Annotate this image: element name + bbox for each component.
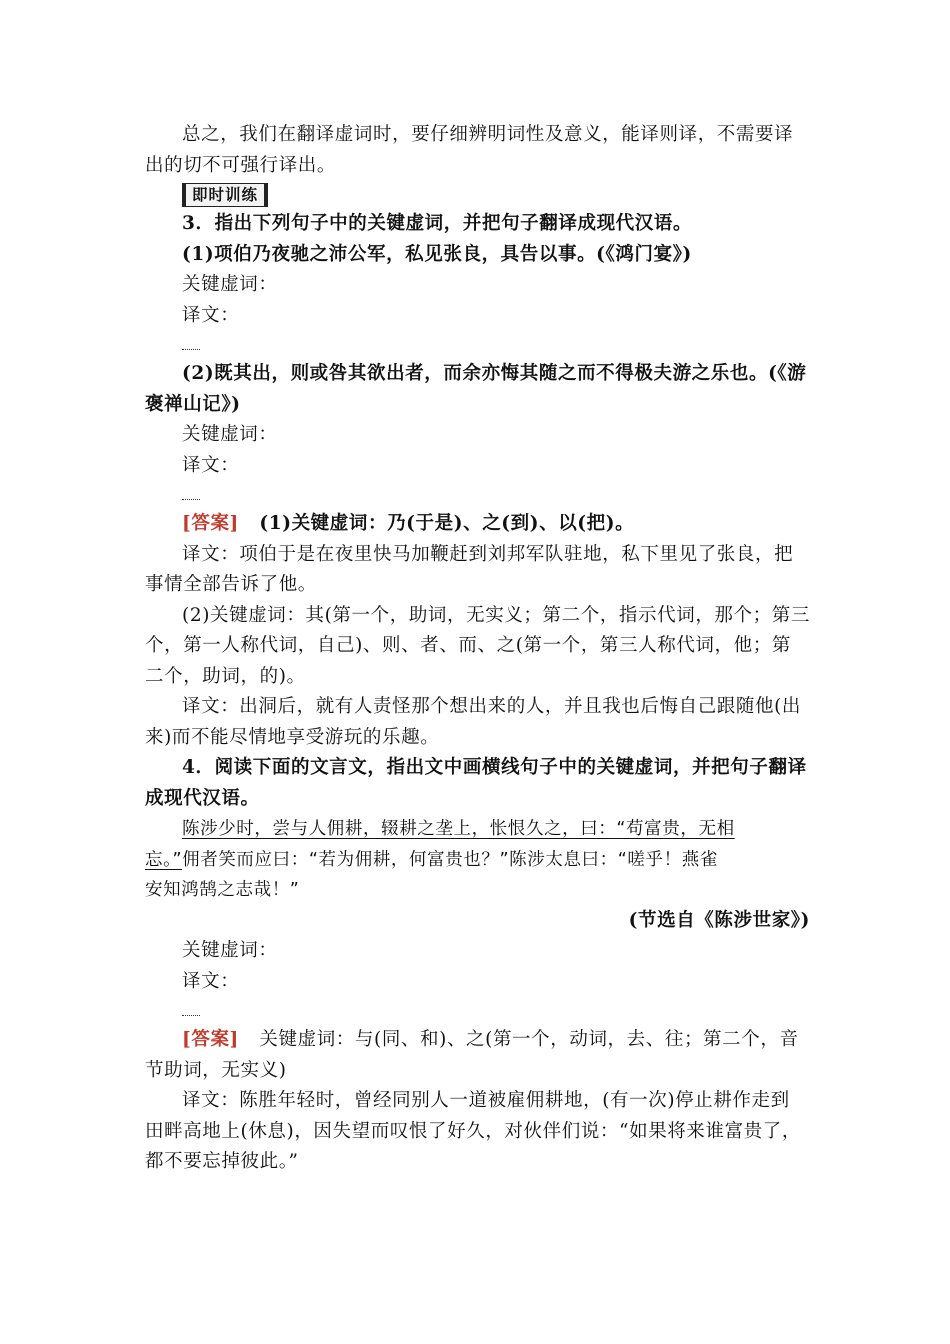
answer-3-translation-1-line-2: 事情全部告诉了他。 [145,574,317,595]
question-3-sentence-2-line-2: 褒禅山记》) [145,393,241,415]
answer-3-translation-2-line-2: 来)而不能尽情地享受游玩的乐趣。 [145,726,440,748]
answer-4-line-1 [145,1025,810,1056]
keyword-label-1: 关键虚词： [182,274,278,295]
question-3-sentence-1: (1)项伯乃夜驰之沛公军，私见张良，具告以事。(《鸿门宴》) [182,243,692,265]
underlined-sentence-part-2: 忘。” [145,849,183,870]
answer-4-keywords-line-1: 关键虚词：与(同、和)、之(第一个，动词，去、往；第二个，音 [259,1029,799,1050]
translation-label-3: 译文： [182,970,240,992]
answer-blank-line [145,331,810,359]
answer-tag: [答案] [182,513,239,534]
question-4-prompt-line-1: 4．阅读下面的文言文，指出文中画横线句子中的关键虚词，并把句子翻译 [182,757,807,778]
passage-source: (节选自《陈涉世家》) [628,909,810,931]
passage-line-2-rest: 佣者笑而应曰：“若为佣耕，何富贵也？”陈涉太息曰：“嗟乎！燕雀 [182,849,718,870]
answer-4-translation-line-2: 田畔高地上(休息)，因失望而叹恨了好久，对伙伴们说：“如果将来谁富贵了， [145,1120,801,1142]
keyword-label-3: 关键虚词： [182,940,278,961]
summary-line-2: 出的切不可强行译出。 [145,154,337,176]
question-3-prompt: 3．指出下列句子中的关键虚词，并把句子翻译成现代汉语。 [182,213,693,234]
answer-3-keywords-1: (1)关键虚词：乃(于是)、之(到)、以(把)。 [259,513,635,534]
answer-tag: [答案] [182,1029,239,1050]
question-3-sentence-2-line-1: (2)既其出，则或咎其欲出者，而余亦悔其随之而不得极夫游之乐也。(《游 [182,363,807,384]
practice-badge: 即时训练 [182,183,268,207]
answer-4-translation-line-1: 译文：陈胜年轻时，曾经同别人一道被雇佣耕地，(有一次)停止耕作走到 [182,1090,790,1111]
answer-3-keywords-2-line-2: 个，第一人称代词，自己)、则、者、而、之(第一个，第三人称代词，他；第 [145,635,791,656]
document-page [145,120,810,1178]
passage-line-1 [145,814,810,845]
summary-line-1: 总之，我们在翻译虚词时，要仔细辨明词性及意义，能译则译，不需要译 [182,124,794,145]
keyword-label-2: 关键虚词： [182,424,278,445]
answer-4-translation-line-3: 都不要忘掉彼此。” [145,1151,299,1172]
underlined-sentence-part-1: 陈涉少时，尝与人佣耕，辍耕之垄上，怅恨久之，曰：“苟富贵，无相 [182,819,735,839]
question-4-prompt-line-2: 成现代汉语。 [145,787,260,809]
answer-3-translation-2-line-1: 译文：出洞后，就有人责怪那个想出来的人，并且我也后悔自己跟随他(出 [182,696,802,717]
answer-blank-line [145,481,810,509]
passage-line-3: 安知鸿鹄之志哉！” [145,880,300,900]
translation-label-1: 译文： [182,304,240,326]
answer-4-keywords-line-2: 节助词，无实义) [145,1059,287,1081]
answer-3-keywords-2-line-1: (2)关键虚词：其(第一个，助词，无实义；第二个，指示代词，那个；第三 [182,604,810,626]
answer-3-line-1 [145,509,810,540]
translation-label-2: 译文： [182,454,240,476]
answer-3-translation-1-line-1: 译文：项伯于是在夜里快马加鞭赶到刘邦军队驻地，私下里见了张良，把 [182,543,794,565]
passage-line-2 [145,845,810,876]
answer-3-keywords-2-line-3: 二个，助词，的)。 [145,665,306,687]
answer-blank-line [145,997,810,1025]
